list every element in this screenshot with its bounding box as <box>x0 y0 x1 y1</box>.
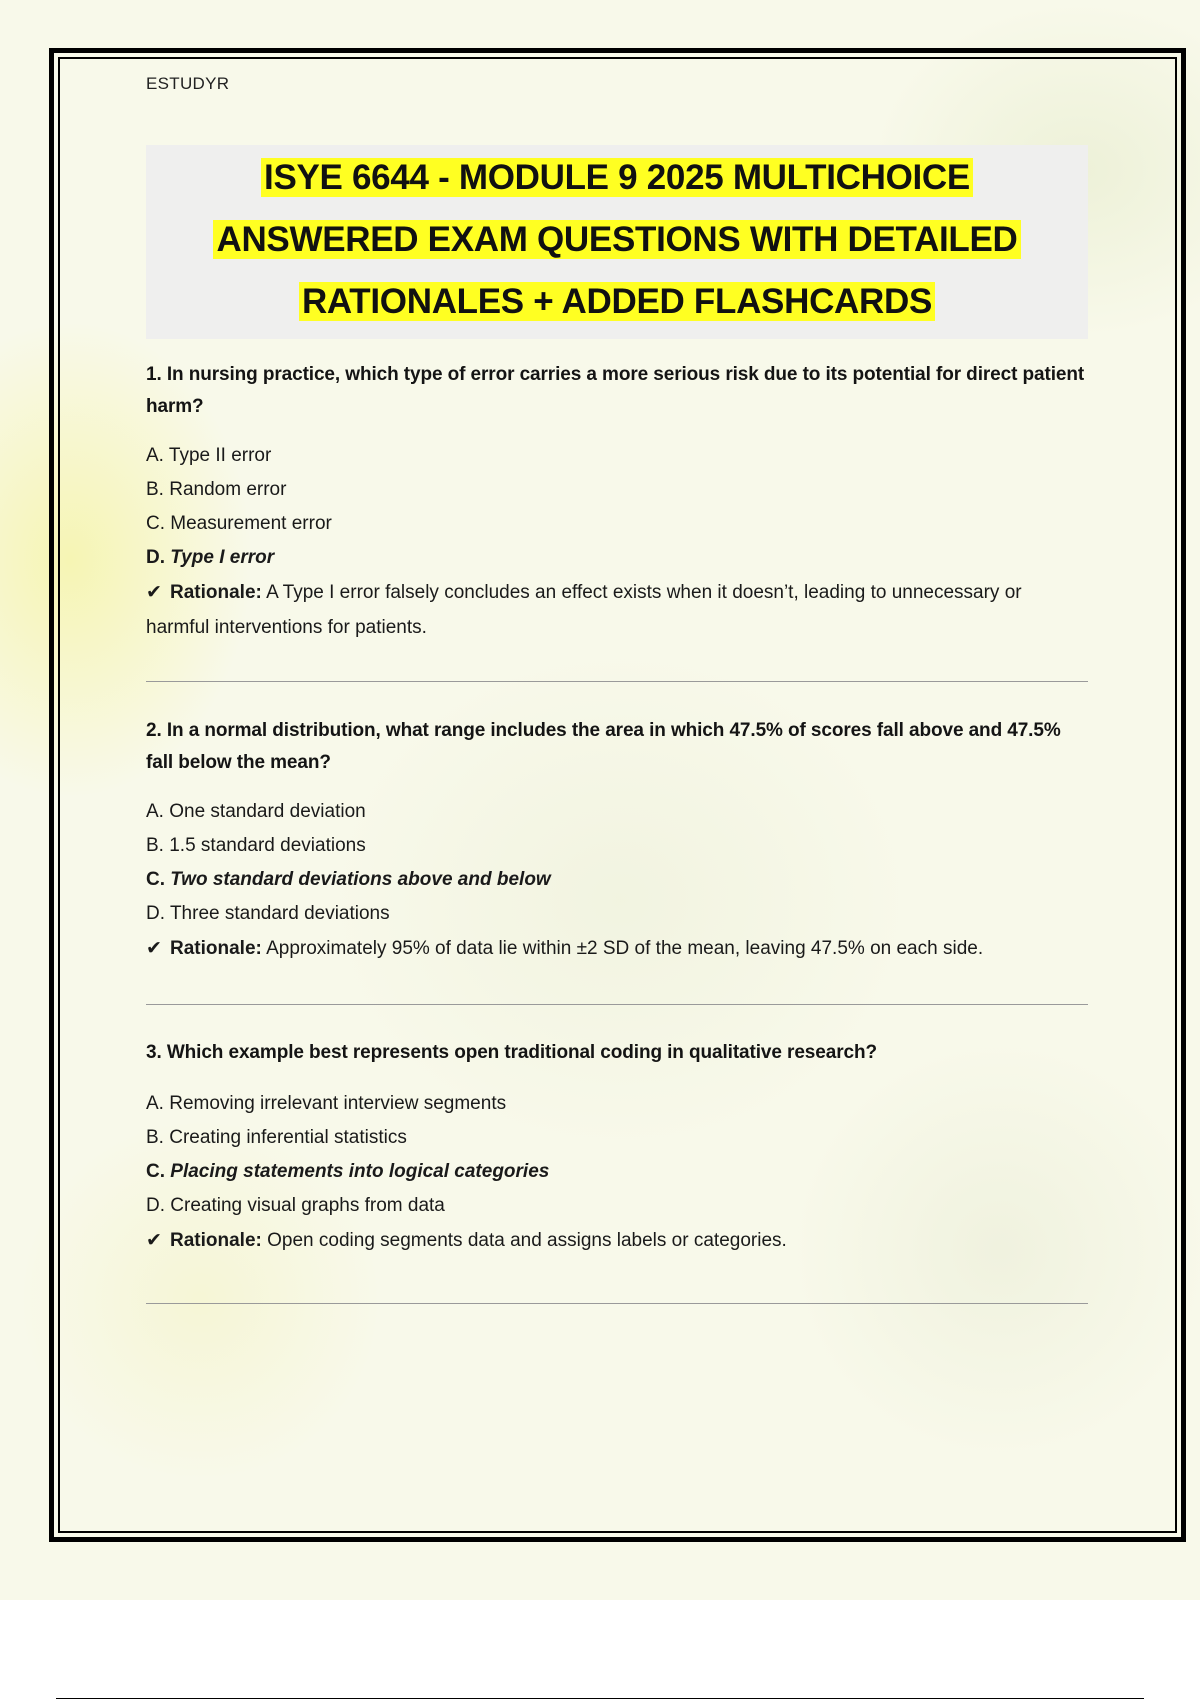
rationale-text: A Type I error falsely concludes an effect exists when it doesn’t, leading to unnecessary or harmful interventions for patients. <box>146 582 1022 638</box>
rationale <box>146 931 1088 966</box>
answer-option-b: B. Creating inferential statistics <box>146 1127 407 1148</box>
section-divider <box>146 1004 1088 1005</box>
rationale <box>146 575 1088 645</box>
question-text: 2. In a normal distribution, what range includes the area in which 47.5% of scores fall above and 47.5% fall below the mean? <box>146 720 1061 773</box>
question-text: 1. In nursing practice, which type of error carries a more serious risk due to its potential for direct patient harm? <box>146 364 1085 417</box>
answer-options <box>146 795 1088 931</box>
title-line: ANSWERED EXAM QUESTIONS WITH DETAILED <box>146 209 1088 271</box>
rationale-text: Approximately 95% of data lie within ±2 SD of the mean, leaving 47.5% on each side. <box>266 938 984 959</box>
section-divider <box>146 681 1088 682</box>
title-line: RATIONALES + ADDED FLASHCARDS <box>146 271 1088 333</box>
answer-option-a: A. Removing irrelevant interview segments <box>146 1093 507 1114</box>
document-title <box>146 145 1088 339</box>
answer-option-d: D. Creating visual graphs from data <box>146 1195 445 1216</box>
answer-options <box>146 1087 1088 1223</box>
answer-option-c-correct: C. Two standard deviations above and below <box>146 869 551 890</box>
answer-option-a: A. One standard deviation <box>146 801 366 822</box>
answer-option-c-correct: C. Placing statements into logical categories <box>146 1161 550 1182</box>
checkmark-icon: ✔ <box>146 938 162 959</box>
question-block-2 <box>146 715 1088 1005</box>
rationale-label: Rationale: <box>170 938 262 959</box>
section-divider <box>146 1303 1088 1304</box>
question-text: 3. Which example best represents open traditional coding in qualitative research? <box>146 1042 877 1063</box>
brand-header: ESTUDYR <box>146 74 230 93</box>
answer-option-b: B. 1.5 standard deviations <box>146 835 366 856</box>
rationale-label: Rationale: <box>170 582 262 603</box>
title-line: ISYE 6644 - MODULE 9 2025 MULTICHOICE <box>146 147 1088 209</box>
page-bottom-margin <box>0 1600 1200 1700</box>
answer-option-d: D. Three standard deviations <box>146 903 390 924</box>
footer-rule <box>56 1698 1144 1699</box>
document-content <box>146 72 1088 1304</box>
answer-options <box>146 439 1088 575</box>
answer-option-d-correct: D. Type I error <box>146 547 275 568</box>
rationale-text: Open coding segments data and assigns labels or categories. <box>267 1230 787 1251</box>
question-block-3 <box>146 1037 1088 1304</box>
rationale-label: Rationale: <box>170 1230 262 1251</box>
answer-option-a: A. Type II error <box>146 445 272 466</box>
answer-option-c: C. Measurement error <box>146 513 332 534</box>
checkmark-icon: ✔ <box>146 1230 162 1251</box>
checkmark-icon: ✔ <box>146 582 162 603</box>
question-block-1 <box>146 359 1088 682</box>
answer-option-b: B. Random error <box>146 479 287 500</box>
rationale <box>146 1223 1088 1258</box>
